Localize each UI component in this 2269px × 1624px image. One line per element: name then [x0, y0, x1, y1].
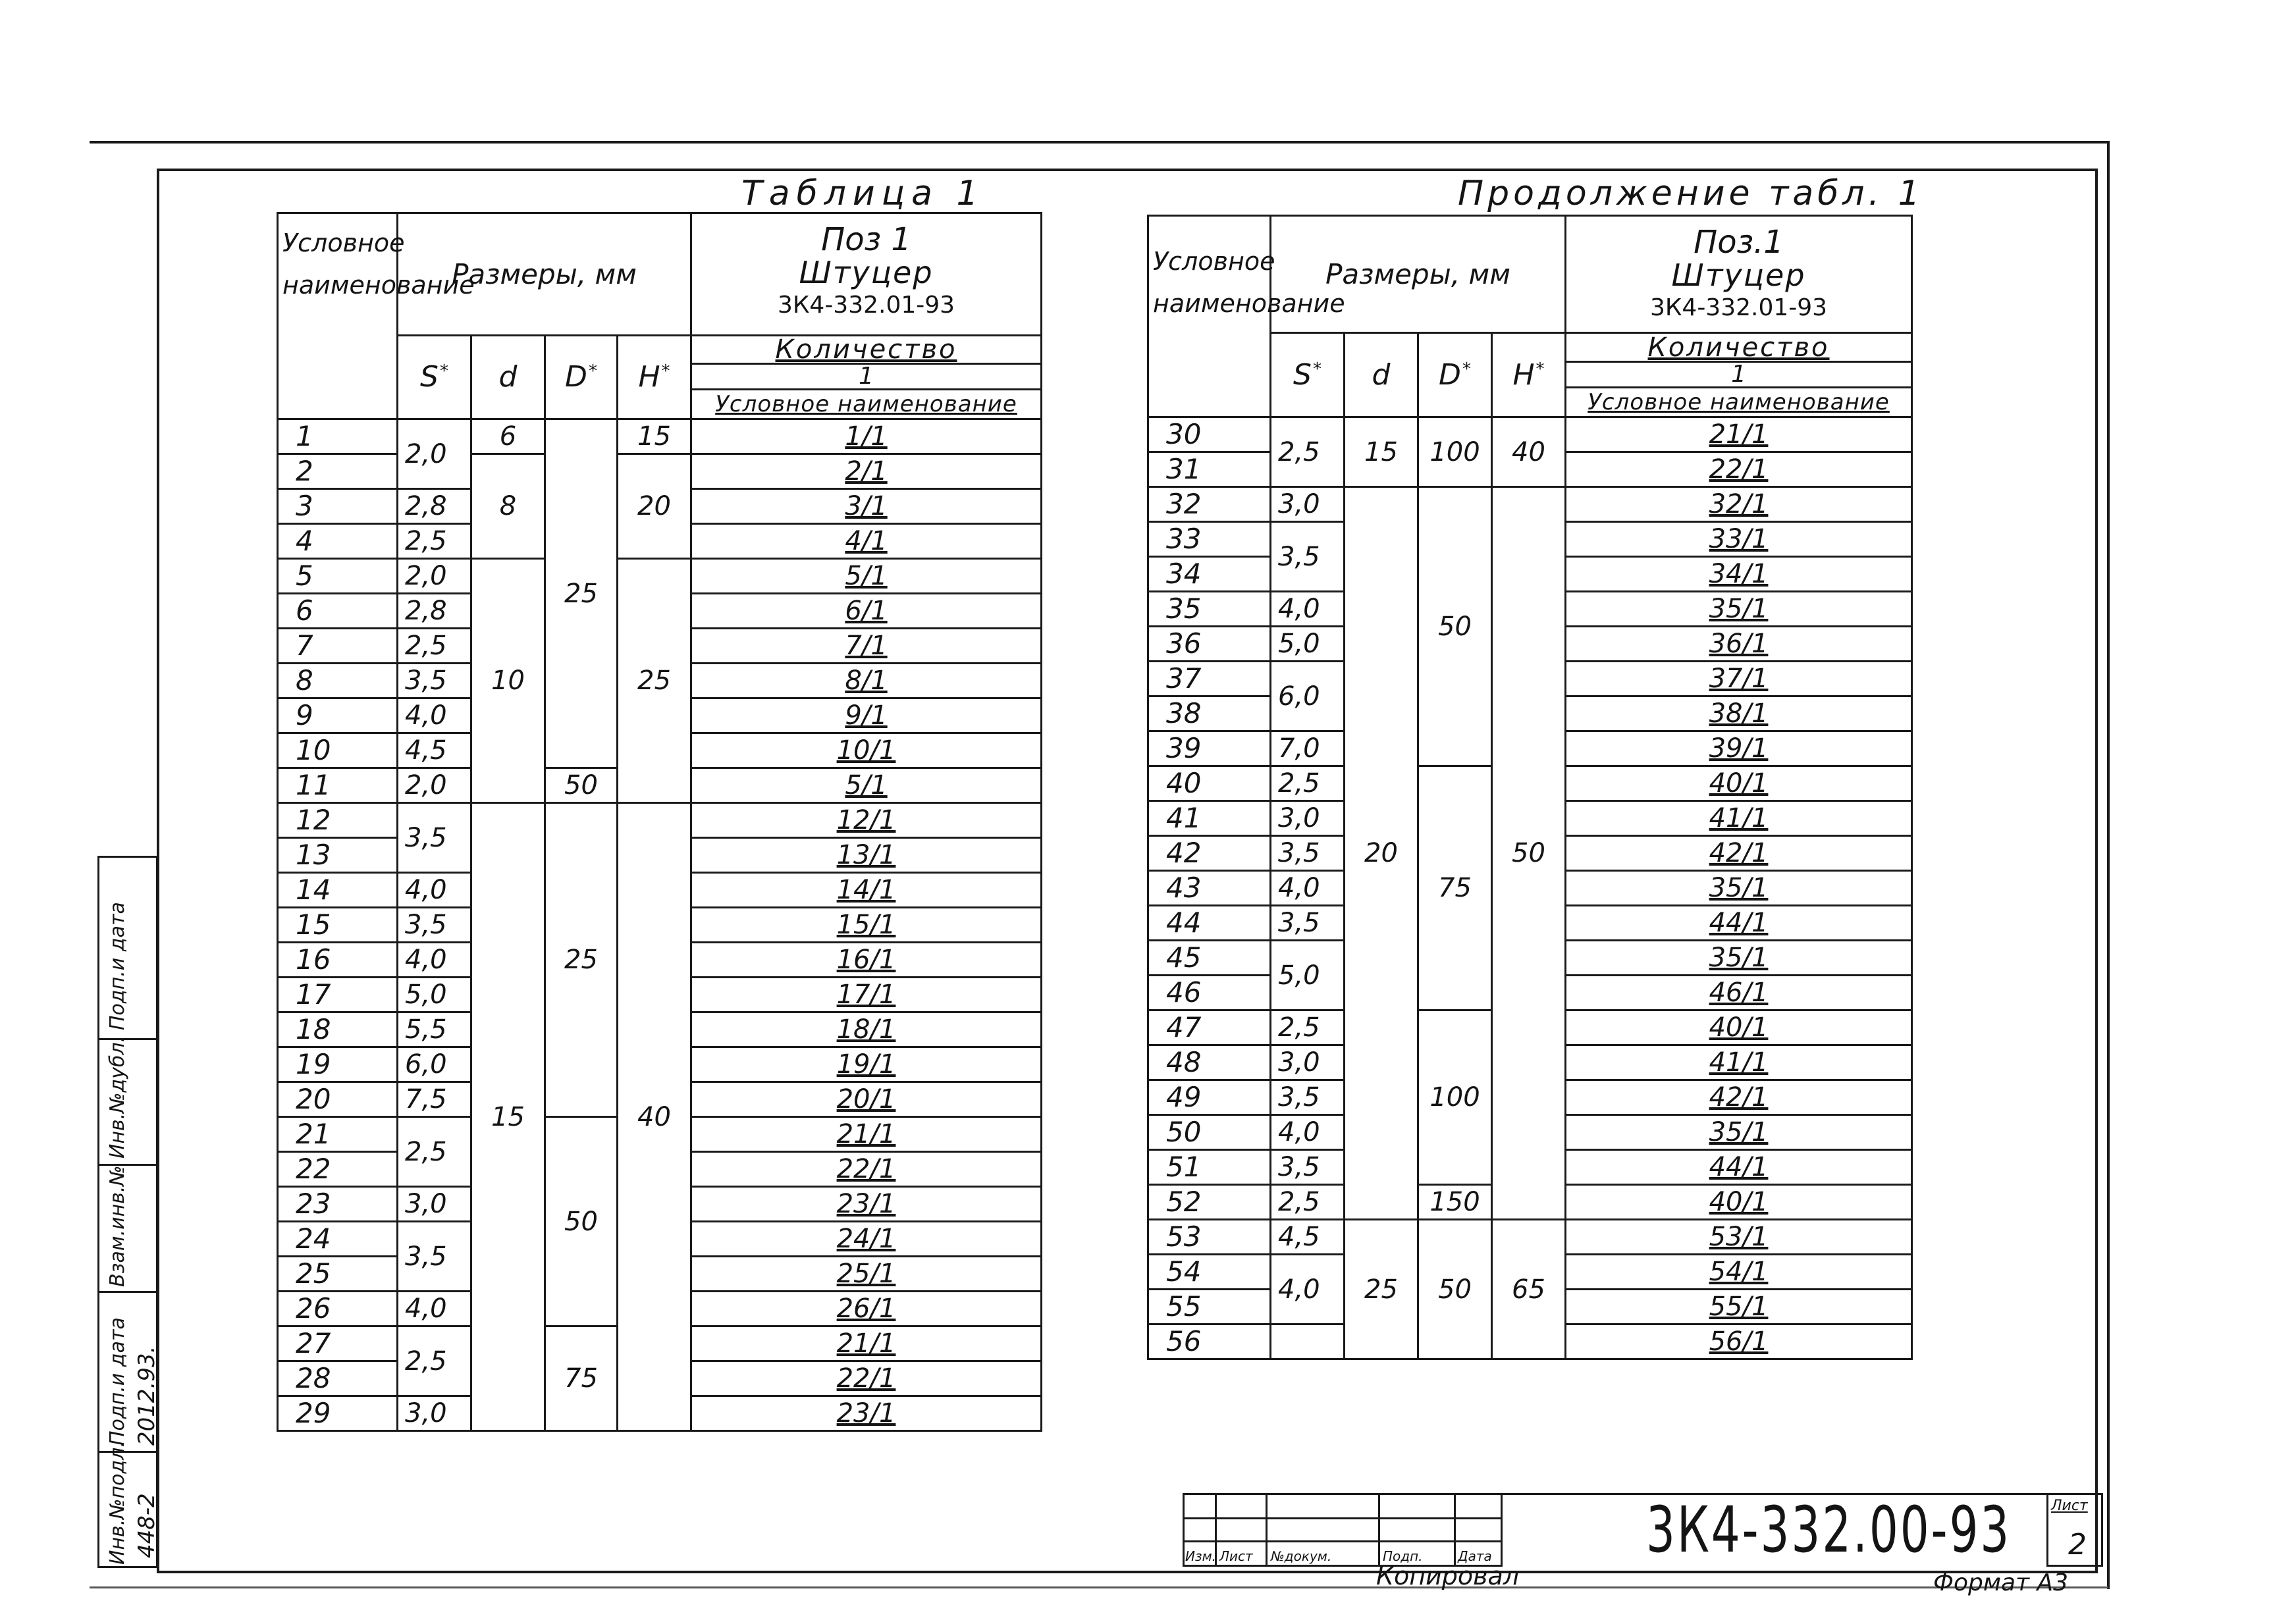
side-label-inv-orig: Инв.№подл.: [106, 1441, 129, 1565]
row-symbol: 13/1: [691, 838, 1042, 873]
row-symbol: 19/1: [691, 1047, 1042, 1082]
row-designation: 16: [278, 943, 398, 978]
cell-s: [1271, 1324, 1345, 1359]
stamp-cell: [1378, 1517, 1456, 1542]
stamp-doc-no: №докум.: [1271, 1548, 1332, 1564]
side-cell-inv-dup: [97, 1035, 158, 1166]
row-symbol: 33/1: [1566, 522, 1912, 557]
right-table-caption: Продолжение табл. 1: [1458, 174, 1924, 213]
row-symbol: 37/1: [1566, 662, 1912, 696]
cond-name: Условное наименование: [1588, 389, 1890, 415]
head-designation: Условное наименование: [278, 213, 398, 419]
cell-D: 50: [1418, 487, 1492, 766]
head-s: S*: [398, 336, 471, 419]
row-symbol: 21/1: [691, 1326, 1042, 1361]
row-symbol: 24/1: [691, 1222, 1042, 1257]
side-label-sign-date-2: Подп.и дата: [106, 902, 129, 1030]
row-symbol: 16/1: [691, 943, 1042, 978]
cell-s: 7,0: [1271, 731, 1345, 766]
row-symbol: 7/1: [691, 629, 1042, 664]
row-symbol: 21/1: [691, 1117, 1042, 1152]
cell-s: 5,5: [398, 1012, 471, 1047]
row-designation: 44: [1148, 906, 1271, 941]
row-symbol: 56/1: [1566, 1324, 1912, 1359]
row-symbol: 22/1: [691, 1152, 1042, 1187]
cell-s: 2,5: [1271, 1185, 1345, 1220]
stamp-cell: [1454, 1493, 1503, 1519]
row-designation: 52: [1148, 1185, 1271, 1220]
row-symbol: 40/1: [1566, 1010, 1912, 1045]
sheet-number: 2: [2068, 1528, 2087, 1561]
stamp-cell: [1266, 1517, 1380, 1542]
cell-s: 3,5: [1271, 1150, 1345, 1185]
side-cell-sign-date-1: [97, 1291, 158, 1453]
row-designation: 26: [278, 1292, 398, 1326]
stamp-cell: [1215, 1493, 1268, 1519]
cell-s: 4,0: [1271, 1115, 1345, 1150]
row-designation: 45: [1148, 941, 1271, 976]
row-symbol: 1/1: [691, 419, 1042, 454]
cell-D: 100: [1418, 417, 1492, 487]
item-doc: 3К4-332.01-93: [777, 292, 955, 319]
cell-s: 2,5: [1271, 766, 1345, 801]
row-designation: 23: [278, 1187, 398, 1222]
cell-s: 2,8: [398, 489, 471, 524]
row-designation: 34: [1148, 557, 1271, 592]
row-symbol: 44/1: [1566, 906, 1912, 941]
cell-s: 2,5: [398, 629, 471, 664]
side-cell-inv-orig: [97, 1441, 160, 1568]
row-symbol: 35/1: [1566, 941, 1912, 976]
copied-by: Копировал: [1376, 1561, 1520, 1590]
row-designation: 10: [278, 733, 398, 768]
row-designation: 1: [278, 419, 398, 454]
row-symbol: 4/1: [691, 524, 1042, 559]
row-designation: 47: [1148, 1010, 1271, 1045]
cell-H: 65: [1492, 1220, 1566, 1359]
stamp-izm: Изм.: [1185, 1548, 1217, 1564]
cell-s: 2,5: [398, 524, 471, 559]
cell-s: 3,0: [398, 1396, 471, 1431]
side-inv-value: 448-2: [134, 1493, 160, 1558]
cell-s: 4,5: [398, 733, 471, 768]
row-designation: 40: [1148, 766, 1271, 801]
head-quantity: Количество: [691, 336, 1042, 364]
row-designation: 21: [278, 1117, 398, 1152]
row-symbol: 41/1: [1566, 1045, 1912, 1080]
row-symbol: 39/1: [1566, 731, 1912, 766]
cell-s: 4,0: [1271, 871, 1345, 906]
row-symbol: 44/1: [1566, 1150, 1912, 1185]
row-symbol: 22/1: [691, 1361, 1042, 1396]
cell-s: 3,0: [1271, 801, 1345, 836]
cell-d: 20: [1345, 487, 1418, 1220]
side-label-replace-inv: Взам.инв.№: [106, 1165, 129, 1287]
row-designation: 28: [278, 1361, 398, 1396]
head-d: d: [471, 336, 545, 419]
cell-d: 25: [1345, 1220, 1418, 1359]
row-designation: 38: [1148, 696, 1271, 731]
cell-s: 2,5: [398, 1326, 471, 1396]
row-symbol: 42/1: [1566, 1080, 1912, 1115]
left-table-caption: Таблица 1: [741, 174, 985, 213]
cell-H: 40: [1492, 417, 1566, 487]
row-designation: 17: [278, 978, 398, 1012]
cell-s: 3,5: [1271, 906, 1345, 941]
row-symbol: 8/1: [691, 664, 1042, 698]
cell-D: 50: [1418, 1220, 1492, 1359]
row-designation: 12: [278, 803, 398, 838]
cell-d: 15: [1345, 417, 1418, 487]
cell-H: 40: [618, 803, 691, 1431]
cell-s: 2,8: [398, 594, 471, 629]
cell-s: 7,5: [398, 1082, 471, 1117]
cell-s: 3,5: [1271, 836, 1345, 871]
row-designation: 6: [278, 594, 398, 629]
row-symbol: 54/1: [1566, 1255, 1912, 1290]
right-specification-table: [1147, 215, 1913, 1360]
row-symbol: 9/1: [691, 698, 1042, 733]
row-designation: 25: [278, 1257, 398, 1292]
row-symbol: 5/1: [691, 559, 1042, 594]
cell-D: 25: [545, 803, 618, 1117]
cell-D: 75: [545, 1326, 618, 1431]
side-cell-replace-inv: [97, 1164, 158, 1293]
cell-s: 3,0: [398, 1187, 471, 1222]
row-symbol: 14/1: [691, 873, 1042, 908]
row-designation: 33: [1148, 522, 1271, 557]
row-symbol: 23/1: [691, 1396, 1042, 1431]
row-symbol: 41/1: [1566, 801, 1912, 836]
row-designation: 48: [1148, 1045, 1271, 1080]
cell-s: 5,0: [1271, 627, 1345, 662]
cell-H: 50: [1492, 487, 1566, 1220]
row-symbol: 2/1: [691, 454, 1042, 489]
cell-s: 3,5: [398, 1222, 471, 1292]
cell-D: 50: [545, 768, 618, 803]
cell-s: 3,5: [1271, 522, 1345, 592]
item-name: Штуцер: [1671, 257, 1806, 293]
row-designation: 36: [1148, 627, 1271, 662]
cell-s: 2,0: [398, 768, 471, 803]
cell-d: 8: [471, 454, 545, 559]
head-qty-value: [691, 364, 1042, 419]
qty-value: 1: [692, 365, 1040, 390]
row-symbol: 12/1: [691, 803, 1042, 838]
row-symbol: 18/1: [691, 1012, 1042, 1047]
cell-D: 150: [1418, 1185, 1492, 1220]
table-row: [1148, 1220, 1912, 1255]
cell-H: 20: [618, 454, 691, 559]
head-qty-value: [1566, 362, 1912, 417]
table-row: [278, 419, 1042, 454]
row-designation: 2: [278, 454, 398, 489]
head-dimensions: Размеры, мм: [1271, 216, 1566, 333]
cell-s: 3,5: [398, 908, 471, 943]
cell-H: 15: [618, 419, 691, 454]
position-label: Поз.1: [1694, 224, 1784, 261]
stamp-list: Лист: [1219, 1548, 1253, 1564]
row-designation: 43: [1148, 871, 1271, 906]
row-designation: 19: [278, 1047, 398, 1082]
position-label: Поз 1: [821, 221, 911, 258]
head-designation: Условное наименование: [1148, 216, 1271, 417]
cell-D: 75: [1418, 766, 1492, 1010]
cell-s: 2,5: [1271, 417, 1345, 487]
cond-name: Условное наименование: [715, 391, 1017, 417]
row-designation: 42: [1148, 836, 1271, 871]
row-designation: 32: [1148, 487, 1271, 522]
cell-D: 100: [1418, 1010, 1492, 1185]
row-designation: 35: [1148, 592, 1271, 627]
head-D: D*: [1418, 333, 1492, 417]
stamp-cell: [1183, 1493, 1217, 1519]
head-H: H*: [1492, 333, 1566, 417]
row-designation: 4: [278, 524, 398, 559]
row-designation: 9: [278, 698, 398, 733]
head-position: [1566, 216, 1912, 333]
cell-s: 4,0: [398, 943, 471, 978]
row-symbol: 35/1: [1566, 592, 1912, 627]
head-d: d: [1345, 333, 1418, 417]
cell-s: 3,5: [1271, 1080, 1345, 1115]
stamp-date: Дата: [1458, 1548, 1492, 1564]
cell-s: 4,0: [398, 698, 471, 733]
stamp-cell: [1183, 1517, 1217, 1542]
sheet-number-box: [2046, 1493, 2103, 1567]
row-designation: 7: [278, 629, 398, 664]
row-designation: 41: [1148, 801, 1271, 836]
sheet-right-line: [2107, 141, 2110, 1589]
cell-s: 3,5: [398, 803, 471, 873]
row-symbol: 53/1: [1566, 1220, 1912, 1255]
sheet-label: Лист: [2051, 1498, 2088, 1514]
table-row: [1148, 487, 1912, 522]
qty-value: 1: [1566, 363, 1911, 388]
row-symbol: 55/1: [1566, 1290, 1912, 1324]
row-symbol: 35/1: [1566, 1115, 1912, 1150]
cell-s: 5,0: [1271, 941, 1345, 1010]
row-symbol: 42/1: [1566, 836, 1912, 871]
row-symbol: 34/1: [1566, 557, 1912, 592]
cell-s: 6,0: [1271, 662, 1345, 731]
row-designation: 18: [278, 1012, 398, 1047]
row-symbol: 5/1: [691, 768, 1042, 803]
sheet-format: Формат А3: [1933, 1569, 2069, 1596]
cell-d: 10: [471, 559, 545, 803]
cell-d: 6: [471, 419, 545, 454]
row-designation: 37: [1148, 662, 1271, 696]
row-symbol: 46/1: [1566, 976, 1912, 1010]
row-symbol: 38/1: [1566, 696, 1912, 731]
row-symbol: 15/1: [691, 908, 1042, 943]
stamp-cell: [1378, 1493, 1456, 1519]
row-designation: 24: [278, 1222, 398, 1257]
cell-s: 2,5: [1271, 1010, 1345, 1045]
head-position: [691, 213, 1042, 336]
row-designation: 54: [1148, 1255, 1271, 1290]
row-symbol: 21/1: [1566, 417, 1912, 452]
cell-s: 4,5: [1271, 1220, 1345, 1255]
cell-s: 3,0: [1271, 487, 1345, 522]
cell-s: 2,0: [398, 559, 471, 594]
row-symbol: 25/1: [691, 1257, 1042, 1292]
row-designation: 11: [278, 768, 398, 803]
table-row: [278, 454, 1042, 489]
row-designation: 13: [278, 838, 398, 873]
row-designation: 29: [278, 1396, 398, 1431]
cell-s: 2,5: [398, 1117, 471, 1187]
row-symbol: 40/1: [1566, 1185, 1912, 1220]
head-s: S*: [1271, 333, 1345, 417]
row-symbol: 23/1: [691, 1187, 1042, 1222]
cell-s: 4,0: [1271, 592, 1345, 627]
head-quantity: Количество: [1566, 333, 1912, 362]
row-symbol: 22/1: [1566, 452, 1912, 487]
row-designation: 5: [278, 559, 398, 594]
side-date-value: 2012.93.: [134, 1346, 160, 1446]
row-symbol: 40/1: [1566, 766, 1912, 801]
document-designation: 3К4-332.00-93: [1646, 1493, 2012, 1567]
row-designation: 22: [278, 1152, 398, 1187]
head-H: H*: [618, 336, 691, 419]
row-designation: 39: [1148, 731, 1271, 766]
row-symbol: 3/1: [691, 489, 1042, 524]
table-row: [278, 559, 1042, 594]
row-designation: 53: [1148, 1220, 1271, 1255]
item-doc: 3К4-332.01-93: [1649, 294, 1828, 321]
cell-s: 6,0: [398, 1047, 471, 1082]
row-symbol: 20/1: [691, 1082, 1042, 1117]
row-designation: 3: [278, 489, 398, 524]
row-symbol: 26/1: [691, 1292, 1042, 1326]
row-designation: 8: [278, 664, 398, 698]
side-stamp: [97, 856, 158, 1568]
cell-s: 2,0: [398, 419, 471, 489]
cell-D: 25: [545, 419, 618, 768]
row-designation: 30: [1148, 417, 1271, 452]
cell-s: 4,0: [1271, 1255, 1345, 1324]
row-symbol: 6/1: [691, 594, 1042, 629]
cell-s: 4,0: [398, 873, 471, 908]
row-designation: 20: [278, 1082, 398, 1117]
side-label-sign-date-1: Подп.и дата: [106, 1317, 129, 1446]
row-symbol: 36/1: [1566, 627, 1912, 662]
cell-H: 25: [618, 559, 691, 803]
stamp-cell: [1266, 1493, 1380, 1519]
side-label-inv-dup: Инв.№дубл.: [106, 1035, 129, 1159]
head-dimensions: Размеры, мм: [398, 213, 691, 336]
row-symbol: 32/1: [1566, 487, 1912, 522]
row-designation: 50: [1148, 1115, 1271, 1150]
row-designation: 46: [1148, 976, 1271, 1010]
head-D: D*: [545, 336, 618, 419]
row-designation: 31: [1148, 452, 1271, 487]
row-symbol: 17/1: [691, 978, 1042, 1012]
row-designation: 55: [1148, 1290, 1271, 1324]
left-specification-table: [277, 212, 1042, 1432]
stamp-cell: [1454, 1517, 1503, 1542]
item-name: Штуцер: [799, 255, 934, 290]
stamp-cell: [1215, 1517, 1268, 1542]
row-designation: 56: [1148, 1324, 1271, 1359]
table-row: [1148, 417, 1912, 452]
row-designation: 51: [1148, 1150, 1271, 1185]
row-designation: 15: [278, 908, 398, 943]
row-designation: 14: [278, 873, 398, 908]
cell-D: 50: [545, 1117, 618, 1326]
cell-s: 5,0: [398, 978, 471, 1012]
cell-s: 3,5: [398, 664, 471, 698]
cell-s: 3,0: [1271, 1045, 1345, 1080]
sheet-top-line: [90, 141, 2108, 144]
row-symbol: 35/1: [1566, 871, 1912, 906]
table-row: [278, 803, 1042, 838]
row-symbol: 10/1: [691, 733, 1042, 768]
stamp-sign: Подп.: [1383, 1548, 1423, 1564]
cell-s: 4,0: [398, 1292, 471, 1326]
row-designation: 49: [1148, 1080, 1271, 1115]
sheet-bottom-line: [90, 1586, 2108, 1588]
row-designation: 27: [278, 1326, 398, 1361]
cell-d: 15: [471, 803, 545, 1431]
side-cell-sign-date-2: [97, 856, 158, 1040]
